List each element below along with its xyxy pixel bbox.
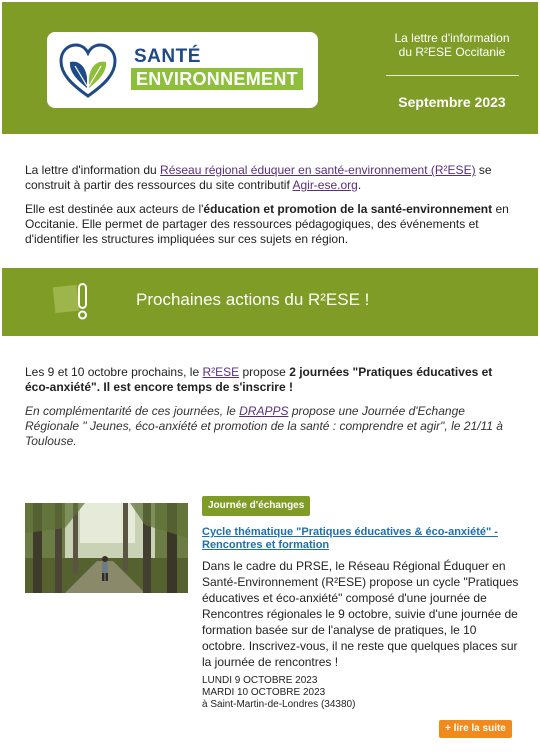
section-title: Prochaines actions du R²ESE ! (136, 290, 370, 309)
newsletter-header (2, 2, 538, 134)
intro-section (25, 163, 519, 256)
actions-paragraph-1 (25, 365, 519, 395)
event-date-2: MARDI 10 OCTOBRE 2023 (202, 687, 326, 698)
heart-leaf-icon (57, 40, 119, 100)
actions-paragraph-2 (25, 404, 519, 449)
agir-ese-link[interactable]: Agir-ese.org (292, 178, 358, 192)
actions-section (25, 365, 519, 458)
site-logo[interactable] (47, 32, 318, 108)
intro-text: . (357, 178, 362, 192)
event-photo[interactable] (25, 503, 188, 593)
issue-date: Septembre 2023 (398, 94, 506, 110)
actions-text: propose (239, 365, 290, 379)
section-banner (2, 268, 538, 336)
intro-paragraph-1 (25, 163, 519, 193)
actions-text: Les 9 et 10 octobre prochains, le (25, 365, 203, 379)
actions-emphasis: 2 journées "Pratiques éducatives et éco-anxiété". Il est encore temps de s'inscrire ! (25, 365, 493, 394)
header-subtitle-line2: du R²ESE Occitanie (398, 45, 506, 59)
intro-text: se construit à partir des ressources du site contributif (25, 163, 492, 192)
drapps-link[interactable]: DRAPPS (239, 404, 289, 418)
event-category-badge: Journée d'échanges (202, 496, 310, 516)
intro-paragraph-2 (25, 202, 519, 247)
actions-text: En complémentarité de ces journées, le (25, 404, 240, 418)
read-more-button[interactable]: + lire la suite (439, 720, 512, 738)
event-date-1: LUNDI 9 OCTOBRE 2023 (202, 675, 318, 686)
actions-text: propose une Journée d'Echange Régionale " Jeunes, éco-anxiété et promotion de la santé : comprendre et agir", le 21/11 à Toulouse. (25, 404, 503, 448)
exclamation-icon (52, 278, 102, 324)
logo-text-environnement: ENVIRONNEMENT (131, 68, 303, 90)
forest-walker-image (25, 503, 188, 593)
event-meta (202, 675, 522, 711)
logo-text-sante: SANTÉ (134, 46, 201, 67)
intro-emphasis: éducation et promotion de la santé-environnement (203, 202, 493, 216)
event-location: à Saint-Martin-de-Londres (34380) (202, 699, 356, 710)
event-title-link[interactable]: Cycle thématique "Pratiques éducatives & éco-anxiété" - Rencontres et formation (202, 526, 498, 551)
header-subtitle-line1: La lettre d'information (394, 31, 510, 45)
rese-network-link[interactable]: Réseau régional éduquer en santé-environnement (R²ESE) (160, 163, 476, 177)
header-subtitle (372, 31, 532, 59)
intro-text: La lettre d'information du (25, 163, 161, 177)
event-description: Dans le cadre du PRSE, le Réseau Régional Éduquer en Santé-Environnement (R²ESE) propose un cycle "Pratiques éducatives et éco-anxiété" composé d'une journée de Rencontres régionales le 9 octobre, suivie d'une journée de formation basée sur de l'analyse de pratiques, le 10 octobre. Inscrivez-vous, il ne reste que quelques places sur la journée de rencontres ! (202, 559, 519, 669)
header-divider (386, 75, 519, 76)
intro-text: en Occitanie. Elle permet de partager des ressources pédagogiques, des événements et d'identifier les structures impliquées sur ces sujets en région. (25, 202, 509, 246)
rese-link[interactable]: R²ESE (202, 365, 240, 379)
intro-text: Elle est destinée aux acteurs de l' (25, 202, 204, 216)
